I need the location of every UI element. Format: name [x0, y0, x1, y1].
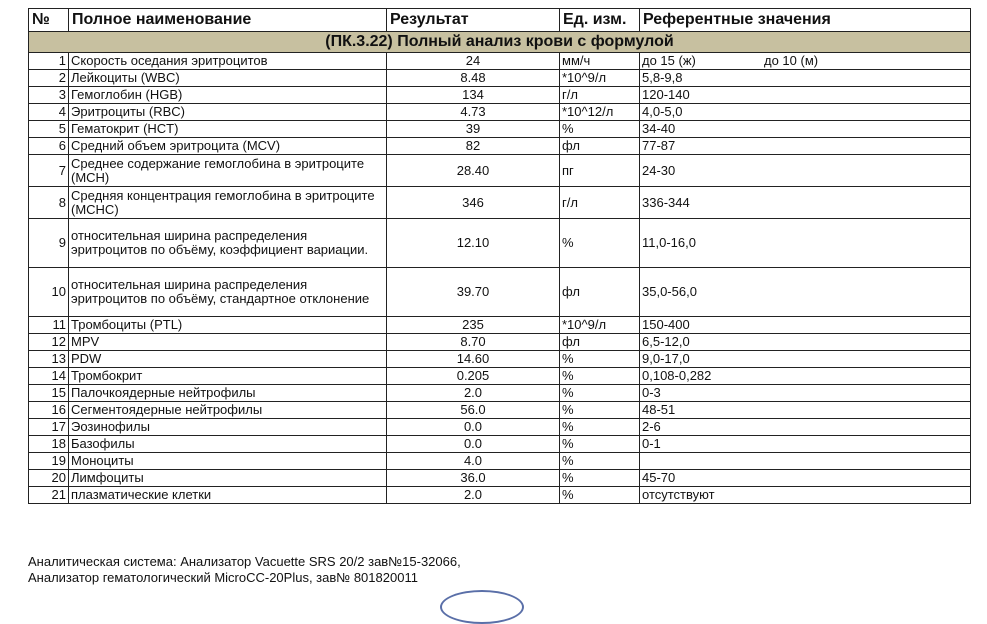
table-row — [29, 268, 971, 317]
test-name: относительная ширина распределения эритроцитов по объёму, стандартное отклонение — [69, 268, 387, 317]
test-name: Эозинофилы — [69, 419, 387, 436]
test-name: Средний объем эритроцита (MCV) — [69, 138, 387, 155]
table-row — [29, 104, 971, 121]
row-number: 16 — [29, 402, 69, 419]
table-row — [29, 487, 971, 504]
test-unit: % — [560, 368, 640, 385]
reference-range: 150-400 — [640, 317, 971, 334]
reference-range: 0-1 — [640, 436, 971, 453]
row-number: 2 — [29, 70, 69, 87]
stamp-icon — [440, 590, 524, 624]
lab-results-table — [28, 8, 971, 504]
reference-range: 34-40 — [640, 121, 971, 138]
test-result: 12.10 — [387, 219, 560, 268]
row-number: 21 — [29, 487, 69, 504]
test-result: 2.0 — [387, 385, 560, 402]
test-name: Скорость оседания эритроцитов — [69, 53, 387, 70]
header-num: № — [29, 9, 69, 32]
table-row — [29, 87, 971, 104]
row-number: 7 — [29, 155, 69, 187]
row-number: 9 — [29, 219, 69, 268]
table-row — [29, 385, 971, 402]
test-unit: *10^9/л — [560, 70, 640, 87]
reference-range: 5,8-9,8 — [640, 70, 971, 87]
row-number: 8 — [29, 187, 69, 219]
test-unit: мм/ч — [560, 53, 640, 70]
row-number: 14 — [29, 368, 69, 385]
test-name: Гемоглобин (HGB) — [69, 87, 387, 104]
test-result: 82 — [387, 138, 560, 155]
reference-female: до 15 (ж) — [642, 53, 696, 68]
test-name: Средняя концентрация гемоглобина в эритроците (MCHC) — [69, 187, 387, 219]
test-result: 4.73 — [387, 104, 560, 121]
table-row — [29, 70, 971, 87]
test-name: плазматические клетки — [69, 487, 387, 504]
test-result: 346 — [387, 187, 560, 219]
test-name: Эритроциты (RBC) — [69, 104, 387, 121]
table-row — [29, 334, 971, 351]
test-unit: г/л — [560, 187, 640, 219]
reference-range: 4,0-5,0 — [640, 104, 971, 121]
test-name: Базофилы — [69, 436, 387, 453]
reference-range: отсутствуют — [640, 487, 971, 504]
reference-range: 77-87 — [640, 138, 971, 155]
table-row — [29, 436, 971, 453]
reference-range: 0-3 — [640, 385, 971, 402]
row-number: 10 — [29, 268, 69, 317]
analyzer-line-1: Аналитическая система: Анализатор Vacuette SRS 20/2 зав№15-32066, — [28, 554, 461, 569]
test-unit: г/л — [560, 87, 640, 104]
table-row — [29, 155, 971, 187]
test-name: PDW — [69, 351, 387, 368]
reference-range — [640, 453, 971, 470]
test-name: Сегментоядерные нейтрофилы — [69, 402, 387, 419]
test-unit: фл — [560, 268, 640, 317]
row-number: 19 — [29, 453, 69, 470]
test-name: относительная ширина распределения эритроцитов по объёму, коэффициент вариации. — [69, 219, 387, 268]
test-name: Лейкоциты (WBC) — [69, 70, 387, 87]
test-result: 2.0 — [387, 487, 560, 504]
table-row — [29, 138, 971, 155]
test-name: Среднее содержание гемоглобина в эритроците (MCH) — [69, 155, 387, 187]
table-row — [29, 53, 971, 70]
reference-range: 35,0-56,0 — [640, 268, 971, 317]
test-unit: % — [560, 487, 640, 504]
test-result: 0.0 — [387, 419, 560, 436]
reference-range: 2-6 — [640, 419, 971, 436]
test-unit: % — [560, 453, 640, 470]
test-name: Лимфоциты — [69, 470, 387, 487]
table-row — [29, 351, 971, 368]
test-name: Тромбоциты (PTL) — [69, 317, 387, 334]
reference-range: 336-344 — [640, 187, 971, 219]
analyzer-line-2: Анализатор гематологический MicroCC-20Plus, зав№ 801820011 — [28, 570, 418, 585]
table-row — [29, 402, 971, 419]
test-result: 56.0 — [387, 402, 560, 419]
test-name: Палочкоядерные нейтрофилы — [69, 385, 387, 402]
test-name: Тромбокрит — [69, 368, 387, 385]
header-name: Полное наименование — [69, 9, 387, 32]
table-row — [29, 187, 971, 219]
test-unit: *10^9/л — [560, 317, 640, 334]
reference-range — [640, 53, 971, 70]
header-reference: Референтные значения — [640, 9, 971, 32]
test-name: Моноциты — [69, 453, 387, 470]
test-unit: % — [560, 402, 640, 419]
reference-range: 6,5-12,0 — [640, 334, 971, 351]
table-row — [29, 470, 971, 487]
reference-range: 45-70 — [640, 470, 971, 487]
test-result: 36.0 — [387, 470, 560, 487]
test-unit: % — [560, 351, 640, 368]
test-unit: *10^12/л — [560, 104, 640, 121]
reference-range: 11,0-16,0 — [640, 219, 971, 268]
test-unit: % — [560, 419, 640, 436]
reference-range: 48-51 — [640, 402, 971, 419]
test-unit: пг — [560, 155, 640, 187]
row-number: 12 — [29, 334, 69, 351]
test-unit: % — [560, 219, 640, 268]
test-result: 134 — [387, 87, 560, 104]
table-row — [29, 317, 971, 334]
row-number: 20 — [29, 470, 69, 487]
row-number: 13 — [29, 351, 69, 368]
test-result: 8.70 — [387, 334, 560, 351]
reference-male: до 10 (м) — [764, 53, 819, 68]
test-unit: фл — [560, 138, 640, 155]
test-result: 24 — [387, 53, 560, 70]
table-row — [29, 121, 971, 138]
reference-range: 120-140 — [640, 87, 971, 104]
test-unit: фл — [560, 334, 640, 351]
test-result: 39 — [387, 121, 560, 138]
test-result: 14.60 — [387, 351, 560, 368]
test-unit: % — [560, 121, 640, 138]
table-row — [29, 419, 971, 436]
table-row — [29, 219, 971, 268]
test-result: 39.70 — [387, 268, 560, 317]
row-number: 15 — [29, 385, 69, 402]
reference-range: 24-30 — [640, 155, 971, 187]
test-result: 28.40 — [387, 155, 560, 187]
row-number: 18 — [29, 436, 69, 453]
table-header-row — [29, 9, 971, 32]
row-number: 17 — [29, 419, 69, 436]
reference-range: 9,0-17,0 — [640, 351, 971, 368]
test-unit: % — [560, 470, 640, 487]
section-title: (ПК.3.22) Полный анализ крови с формулой — [29, 32, 971, 53]
row-number: 4 — [29, 104, 69, 121]
test-result: 8.48 — [387, 70, 560, 87]
row-number: 11 — [29, 317, 69, 334]
row-number: 1 — [29, 53, 69, 70]
row-number: 6 — [29, 138, 69, 155]
row-number: 5 — [29, 121, 69, 138]
row-number: 3 — [29, 87, 69, 104]
test-name: MPV — [69, 334, 387, 351]
test-unit: % — [560, 385, 640, 402]
table-row — [29, 368, 971, 385]
analyzer-info — [28, 554, 461, 586]
test-name: Гематокрит (HCT) — [69, 121, 387, 138]
header-result: Результат — [387, 9, 560, 32]
test-unit: % — [560, 436, 640, 453]
reference-range: 0,108-0,282 — [640, 368, 971, 385]
section-title-row — [29, 32, 971, 53]
test-result: 0.0 — [387, 436, 560, 453]
test-result: 0.205 — [387, 368, 560, 385]
table-row — [29, 453, 971, 470]
header-unit: Ед. изм. — [560, 9, 640, 32]
test-result: 235 — [387, 317, 560, 334]
test-result: 4.0 — [387, 453, 560, 470]
